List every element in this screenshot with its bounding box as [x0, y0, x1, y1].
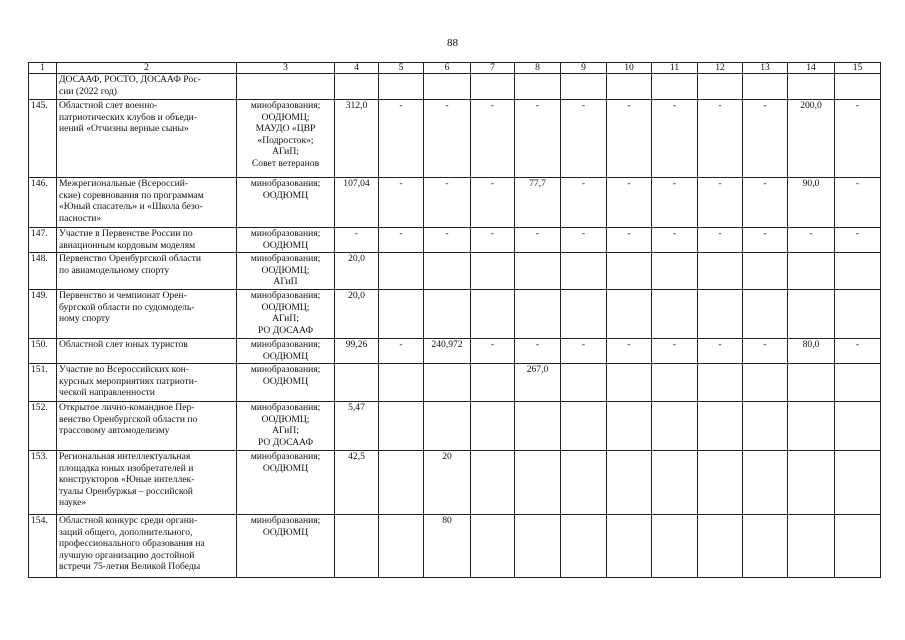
- funding-value: [743, 402, 788, 451]
- funding-value: [607, 364, 652, 402]
- funding-value: [743, 451, 788, 515]
- funding-value: 20,0: [335, 253, 379, 290]
- event-name-line: конструкторов «Юные интеллек-: [59, 474, 195, 486]
- funding-value: [743, 290, 788, 339]
- event-name-line: авиационным кордовым моделям: [59, 239, 196, 251]
- column-header: 12: [698, 63, 743, 74]
- event-name-line: Межрегиональные (Всероссий-: [59, 178, 189, 189]
- funding-value: [379, 253, 424, 290]
- event-name-line: сии (2022 год): [59, 85, 117, 97]
- executor-line: минобразования;: [250, 402, 321, 413]
- event-name-line: туалы Оренбуржья – российской: [59, 485, 193, 497]
- executor-line: АГиП: [273, 276, 298, 288]
- event-name-line: ские) соревнования по программам: [59, 189, 204, 201]
- page-number: 88: [447, 37, 458, 49]
- funding-value: -: [471, 178, 515, 228]
- table-row: [29, 339, 881, 364]
- row-number: 150.: [29, 339, 57, 364]
- funding-value: [379, 402, 424, 451]
- funding-value: [515, 451, 561, 515]
- executors: [237, 253, 335, 290]
- column-header: 9: [561, 63, 607, 74]
- funding-value: -: [835, 339, 881, 364]
- event-name-line: науке»: [59, 497, 87, 509]
- funding-value: 20,0: [335, 290, 379, 339]
- funding-value: [698, 402, 743, 451]
- funding-value: [835, 74, 881, 100]
- funding-value: [835, 364, 881, 402]
- executor-line: АГиП;: [272, 313, 299, 325]
- funding-value: -: [561, 228, 607, 253]
- funding-value: [561, 451, 607, 515]
- event-name: [57, 515, 237, 578]
- funding-value: [471, 74, 515, 100]
- event-name-line: трассовому автомоделизму: [59, 425, 170, 437]
- column-header: 4: [335, 63, 379, 74]
- funding-value: [652, 515, 698, 578]
- event-name: [57, 100, 237, 178]
- event-name-line: Областной слет юных туристов: [59, 339, 188, 350]
- funding-value: -: [788, 228, 835, 253]
- column-header: 3: [237, 63, 335, 74]
- event-name-line: ному спорту: [59, 313, 110, 325]
- funding-value: [652, 451, 698, 515]
- funding-value: [835, 402, 881, 451]
- executor-line: ООДЮМЦ;: [261, 301, 310, 313]
- event-name-line: лучшую организацию достойной: [59, 549, 195, 561]
- event-name-line: площадка юных изобретателей и: [59, 462, 194, 474]
- funding-value: [607, 451, 652, 515]
- column-header: 13: [743, 63, 788, 74]
- table-row: [29, 228, 881, 253]
- event-name-line: Областной конкурс среди органи-: [59, 515, 198, 526]
- funding-value: -: [561, 339, 607, 364]
- executor-line: АГиП;: [272, 146, 299, 158]
- executor-line: минобразования;: [250, 451, 321, 462]
- column-header: 2: [57, 63, 237, 74]
- executor-line: ООДЮМЦ;: [261, 413, 310, 425]
- funding-value: [424, 402, 471, 451]
- funding-value: [788, 402, 835, 451]
- executor-line: МАУДО «ЦВР: [255, 123, 316, 135]
- funding-value: [607, 515, 652, 578]
- funding-value: [788, 451, 835, 515]
- funding-value: [424, 290, 471, 339]
- funding-value: 200,0: [788, 100, 835, 178]
- funding-value: [652, 253, 698, 290]
- funding-value: [743, 515, 788, 578]
- event-name-line: профессионального образования на: [59, 538, 205, 550]
- funding-value: -: [379, 339, 424, 364]
- funding-value: [515, 253, 561, 290]
- funding-value: [471, 402, 515, 451]
- executor-line: ООДЮМЦ: [262, 526, 309, 538]
- funding-value: [471, 451, 515, 515]
- funding-value: -: [424, 228, 471, 253]
- funding-value: -: [652, 228, 698, 253]
- column-header: 6: [424, 63, 471, 74]
- funding-value: -: [515, 228, 561, 253]
- column-header: 8: [515, 63, 561, 74]
- funding-value: -: [471, 100, 515, 178]
- executor-line: Совет ветеранов: [251, 157, 320, 169]
- event-name: [57, 74, 237, 100]
- event-name-line: по авиамодельному спорту: [59, 264, 170, 276]
- executors: [237, 451, 335, 515]
- funding-value: -: [424, 100, 471, 178]
- event-name-line: Участие в Первенстве России по: [59, 228, 193, 239]
- executor-line: минобразования;: [250, 228, 321, 239]
- funding-value: -: [379, 100, 424, 178]
- funding-value: [835, 253, 881, 290]
- funding-value: [561, 253, 607, 290]
- event-name: [57, 402, 237, 451]
- funding-value: -: [424, 178, 471, 228]
- table-row: [29, 290, 881, 339]
- funding-value: [835, 515, 881, 578]
- funding-value: -: [607, 339, 652, 364]
- executors: [237, 228, 335, 253]
- executor-line: минобразования;: [250, 515, 321, 526]
- funding-value: 80,0: [788, 339, 835, 364]
- funding-value: [335, 515, 379, 578]
- executor-line: РО ДОСААФ: [257, 324, 314, 336]
- funding-value: -: [698, 339, 743, 364]
- executor-line: ООДЮМЦ;: [261, 264, 310, 276]
- column-header: 15: [835, 63, 881, 74]
- event-name-line: Первенство и чемпионат Орен-: [59, 290, 187, 301]
- executors: [237, 290, 335, 339]
- executors: [237, 74, 335, 100]
- funding-value: [788, 74, 835, 100]
- executors: [237, 364, 335, 402]
- funding-value: [788, 364, 835, 402]
- plan-table: [28, 62, 881, 578]
- event-name-line: курсных мероприятиях патриоти-: [59, 375, 198, 387]
- funding-value: [698, 253, 743, 290]
- table-body: [29, 63, 881, 578]
- event-name-line: ДОСААФ, РОСТО, ДОСААФ Рос-: [59, 74, 201, 85]
- funding-value: -: [652, 100, 698, 178]
- funding-value: 267,0: [515, 364, 561, 402]
- event-name-line: заций общего, дополнительного,: [59, 526, 193, 538]
- column-header: 7: [471, 63, 515, 74]
- funding-value: [652, 402, 698, 451]
- event-name: [57, 339, 237, 364]
- executors: [237, 100, 335, 178]
- funding-value: [471, 364, 515, 402]
- executor-line: ООДЮМЦ: [262, 189, 309, 201]
- funding-value: [561, 74, 607, 100]
- funding-value: 20: [424, 451, 471, 515]
- executors: [237, 178, 335, 228]
- funding-value: [607, 402, 652, 451]
- funding-value: [743, 74, 788, 100]
- funding-value: -: [607, 178, 652, 228]
- funding-value: [698, 364, 743, 402]
- funding-value: [379, 451, 424, 515]
- funding-value: [788, 290, 835, 339]
- row-number: 145.: [29, 100, 57, 178]
- executor-line: минобразования;: [250, 290, 321, 301]
- executor-line: минобразования;: [250, 178, 321, 189]
- event-name: [57, 290, 237, 339]
- funding-value: [471, 253, 515, 290]
- funding-value: -: [607, 228, 652, 253]
- executor-line: АГиП;: [272, 425, 299, 437]
- funding-value: [652, 74, 698, 100]
- funding-value: [515, 74, 561, 100]
- funding-value: -: [471, 228, 515, 253]
- executors: [237, 339, 335, 364]
- executor-line: ООДЮМЦ: [262, 462, 309, 474]
- funding-value: [515, 515, 561, 578]
- funding-value: [471, 290, 515, 339]
- funding-value: [424, 364, 471, 402]
- funding-value: [515, 290, 561, 339]
- funding-value: [379, 74, 424, 100]
- funding-value: -: [561, 100, 607, 178]
- funding-value: [561, 364, 607, 402]
- column-number-row: [29, 63, 881, 74]
- row-number: 148.: [29, 253, 57, 290]
- funding-value: [561, 515, 607, 578]
- column-header: 10: [607, 63, 652, 74]
- funding-value: [743, 253, 788, 290]
- funding-value: [424, 74, 471, 100]
- funding-value: 99,26: [335, 339, 379, 364]
- funding-value: [424, 253, 471, 290]
- funding-value: [515, 402, 561, 451]
- event-name-line: Областной слет военно-: [59, 100, 158, 111]
- funding-value: 77,7: [515, 178, 561, 228]
- event-name-line: Открытое лично-командное Пер-: [59, 402, 195, 413]
- event-name-line: «Юный спасатель» и «Школа безо-: [59, 201, 203, 213]
- funding-value: -: [835, 178, 881, 228]
- table-row: [29, 515, 881, 578]
- funding-value: [607, 253, 652, 290]
- event-name: [57, 451, 237, 515]
- funding-value: [652, 364, 698, 402]
- funding-value: -: [379, 228, 424, 253]
- funding-value: [379, 364, 424, 402]
- executor-line: РО ДОСААФ: [257, 436, 314, 448]
- executor-line: ООДЮМЦ: [262, 239, 309, 251]
- row-number: 147.: [29, 228, 57, 253]
- event-name-line: встречи 75-летия Великой Победы: [59, 561, 201, 573]
- event-name-line: венство Оренбургской области по: [59, 413, 198, 425]
- funding-value: [652, 290, 698, 339]
- funding-value: 107,04: [335, 178, 379, 228]
- executor-line: ООДЮМЦ;: [261, 111, 310, 123]
- funding-value: -: [698, 228, 743, 253]
- table-row: [29, 74, 881, 100]
- funding-value: [561, 290, 607, 339]
- event-name-line: пасности»: [59, 212, 102, 224]
- executor-line: минобразования;: [250, 253, 321, 264]
- funding-value: [607, 290, 652, 339]
- funding-value: [698, 290, 743, 339]
- table-row: [29, 451, 881, 515]
- column-header: 11: [652, 63, 698, 74]
- event-name-line: патриотических клубов и объеди-: [59, 111, 197, 123]
- funding-value: -: [835, 228, 881, 253]
- event-name-line: Первенство Оренбургской области: [59, 253, 201, 264]
- event-name-line: бургской области по судомодель-: [59, 301, 195, 313]
- funding-value: 80: [424, 515, 471, 578]
- funding-value: -: [743, 178, 788, 228]
- funding-value: [561, 402, 607, 451]
- funding-value: -: [743, 100, 788, 178]
- funding-value: -: [743, 228, 788, 253]
- executor-line: ООДЮМЦ: [262, 350, 309, 362]
- executor-line: минобразования;: [250, 364, 321, 375]
- funding-value: [698, 515, 743, 578]
- funding-value: [607, 74, 652, 100]
- row-number: 149.: [29, 290, 57, 339]
- executor-line: минобразования;: [250, 100, 321, 111]
- row-number: 146.: [29, 178, 57, 228]
- event-name: [57, 364, 237, 402]
- funding-value: [835, 451, 881, 515]
- funding-value: -: [835, 100, 881, 178]
- executors: [237, 515, 335, 578]
- funding-value: -: [652, 339, 698, 364]
- funding-value: [335, 74, 379, 100]
- funding-value: -: [379, 178, 424, 228]
- event-name-line: ческой направленности: [59, 387, 155, 399]
- row-number: 151.: [29, 364, 57, 402]
- funding-value: [835, 290, 881, 339]
- executor-line: «Подросток»;: [257, 134, 314, 146]
- funding-value: 90,0: [788, 178, 835, 228]
- column-header: 5: [379, 63, 424, 74]
- funding-value: 240,972: [424, 339, 471, 364]
- event-name: [57, 228, 237, 253]
- column-header: 1: [29, 63, 57, 74]
- funding-value: -: [652, 178, 698, 228]
- event-name: [57, 178, 237, 228]
- funding-value: [471, 515, 515, 578]
- executor-line: минобразования;: [250, 339, 321, 350]
- funding-value: -: [561, 178, 607, 228]
- funding-value: -: [698, 100, 743, 178]
- column-header: 14: [788, 63, 835, 74]
- row-number: 154.: [29, 515, 57, 578]
- table-row: [29, 402, 881, 451]
- funding-value: 312,0: [335, 100, 379, 178]
- funding-value: -: [607, 100, 652, 178]
- funding-value: [698, 451, 743, 515]
- funding-value: [788, 515, 835, 578]
- table-row: [29, 253, 881, 290]
- table-row: [29, 100, 881, 178]
- funding-value: [698, 74, 743, 100]
- row-number: 152.: [29, 402, 57, 451]
- funding-value: -: [515, 339, 561, 364]
- funding-value: [335, 364, 379, 402]
- row-number: 153.: [29, 451, 57, 515]
- table-row: [29, 178, 881, 228]
- funding-value: 5,47: [335, 402, 379, 451]
- funding-value: [743, 364, 788, 402]
- event-name-line: нений «Отчизны верные сыны»: [59, 123, 189, 135]
- funding-value: [379, 290, 424, 339]
- funding-value: -: [471, 339, 515, 364]
- funding-value: -: [743, 339, 788, 364]
- funding-value: -: [335, 228, 379, 253]
- funding-value: -: [698, 178, 743, 228]
- funding-value: -: [515, 100, 561, 178]
- funding-value: 42,5: [335, 451, 379, 515]
- event-name-line: Участие во Всероссийских кон-: [59, 364, 189, 375]
- event-name: [57, 253, 237, 290]
- event-name-line: Региональная интеллектуальная: [59, 451, 191, 462]
- funding-value: [379, 515, 424, 578]
- table-row: [29, 364, 881, 402]
- executor-line: ООДЮМЦ: [262, 375, 309, 387]
- row-number: [29, 74, 57, 100]
- funding-value: [788, 253, 835, 290]
- executors: [237, 402, 335, 451]
